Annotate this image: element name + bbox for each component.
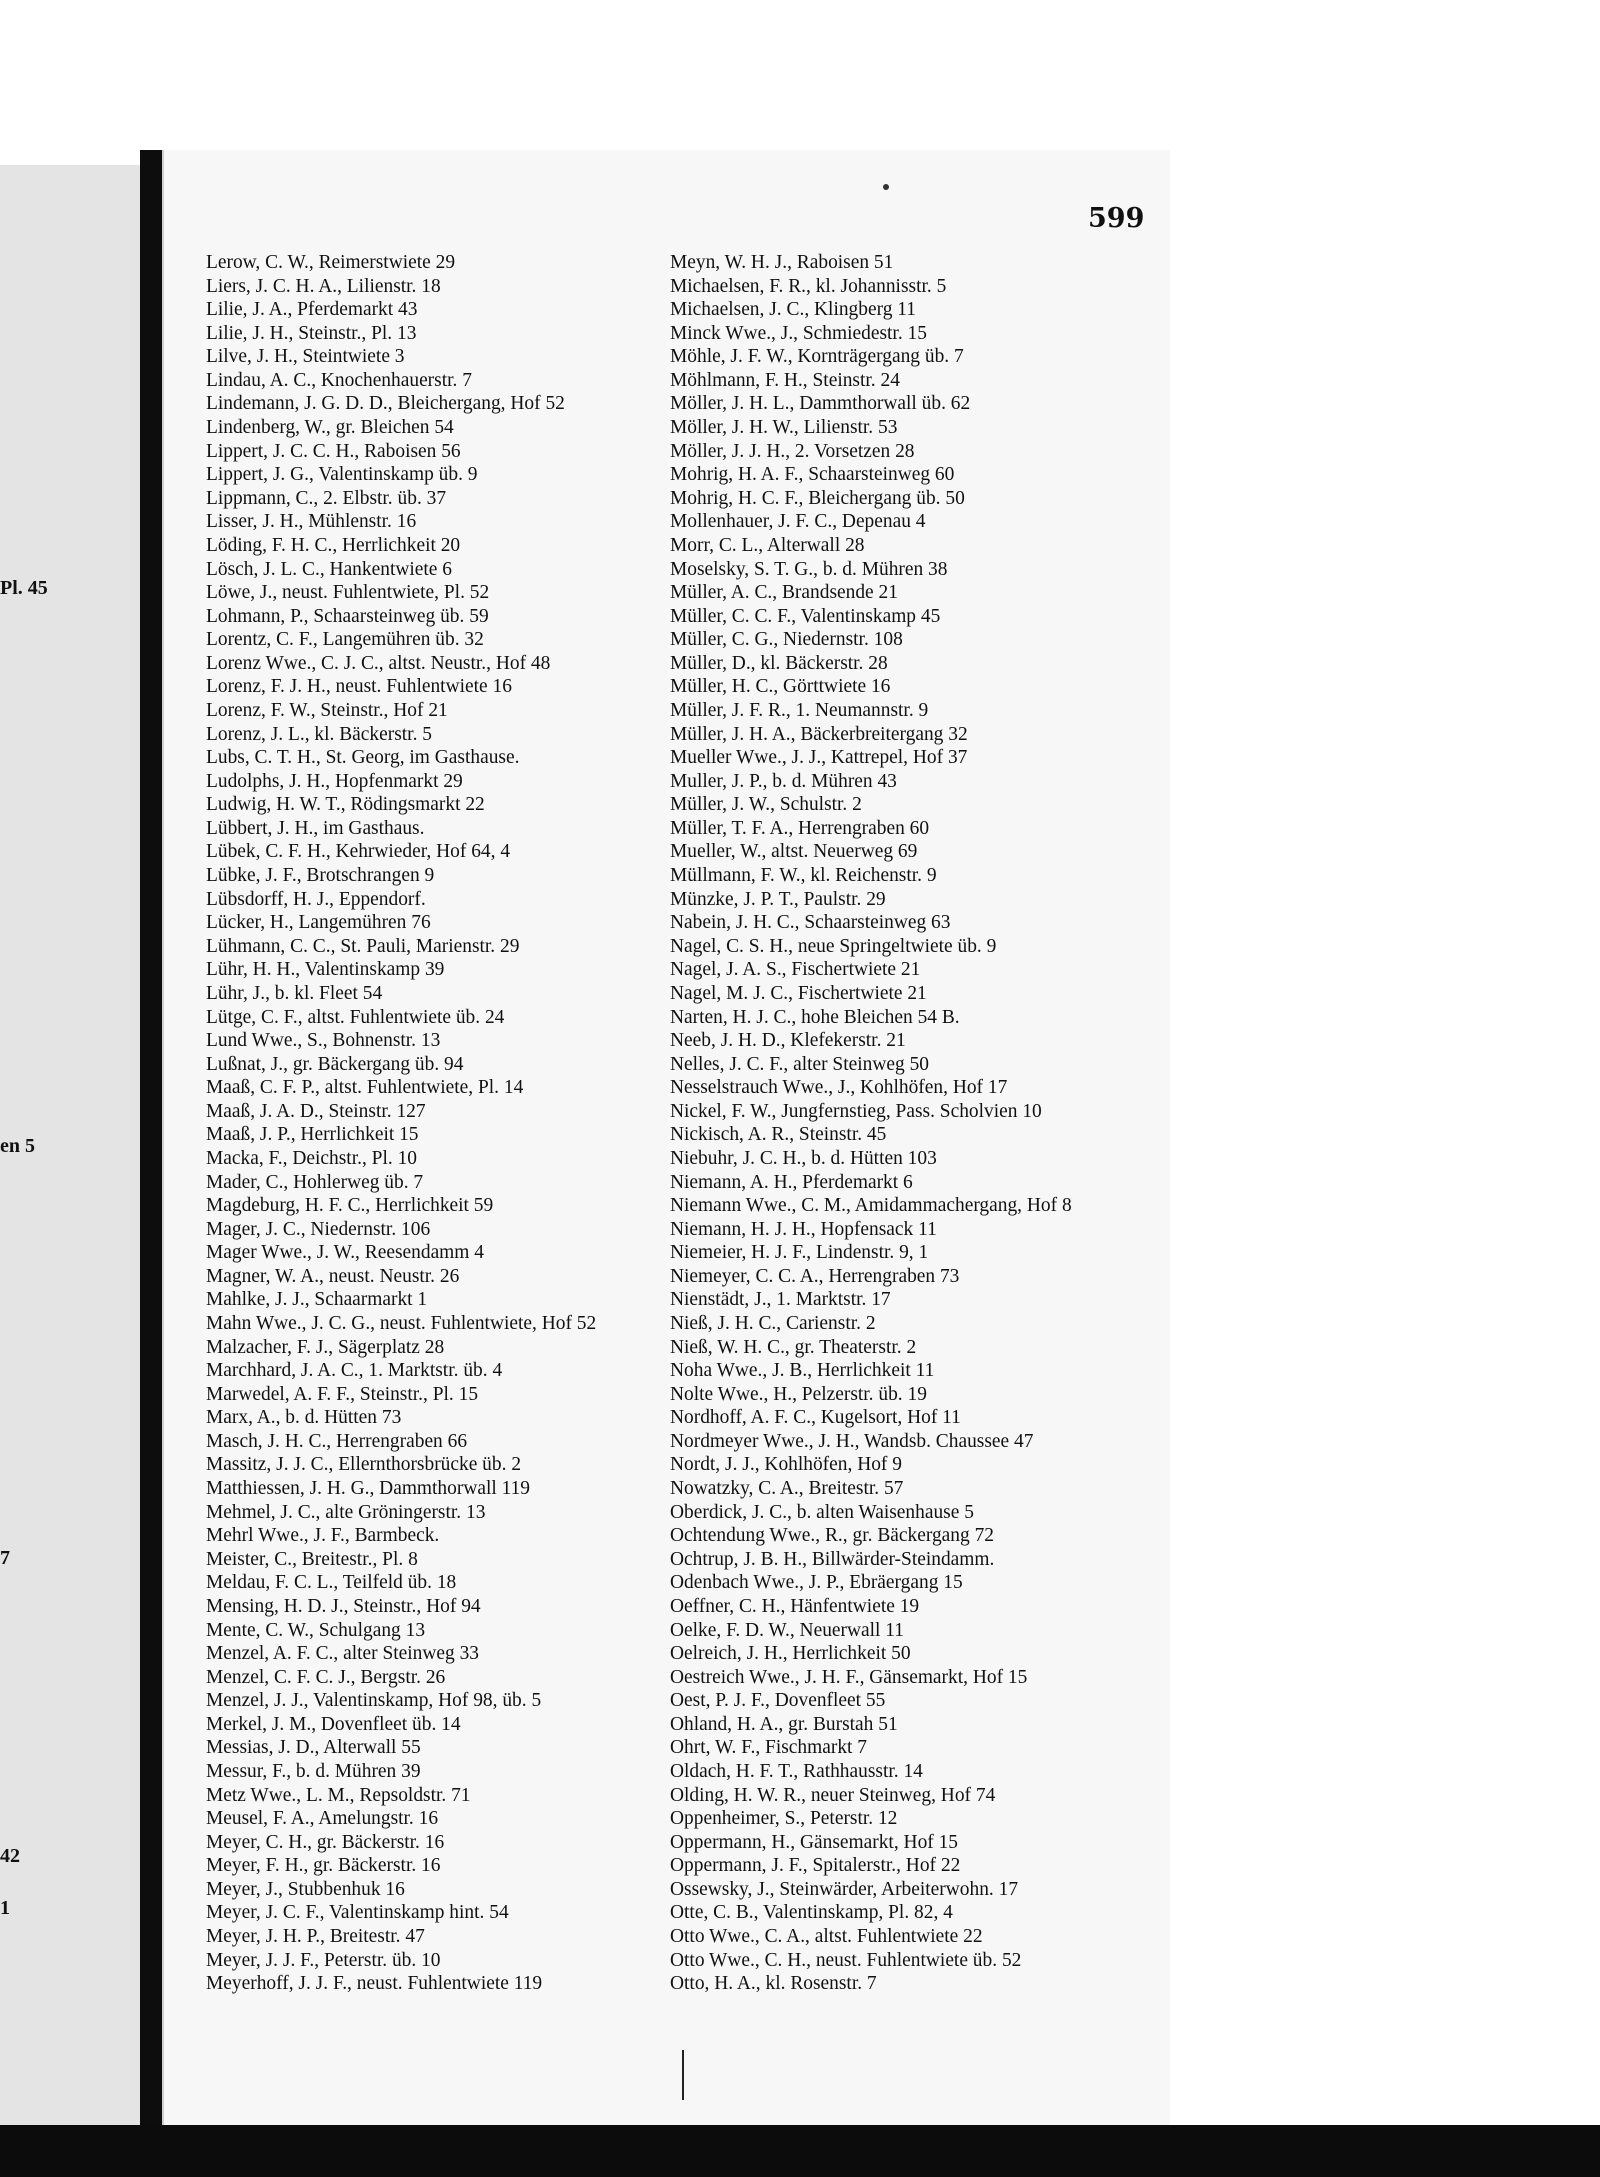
directory-entry: Otto Wwe., C. A., altst. Fuhlentwiete 22 [670,1926,983,1948]
directory-column-right [670,251,1140,1996]
directory-entry: Lisser, J. H., Mühlenstr. 16 [206,511,417,533]
directory-entry: Mueller Wwe., J. J., Kattrepel, Hof 37 [670,747,968,769]
directory-entry: Meldau, F. C. L., Teilfeld üb. 18 [206,1572,457,1594]
directory-entry: Messias, J. D., Alterwall 55 [206,1737,421,1759]
directory-entry: Magner, W. A., neust. Neustr. 26 [206,1265,460,1287]
directory-entry: Marwedel, A. F. F., Steinstr., Pl. 15 [206,1383,479,1405]
directory-entry: Ochtrup, J. B. H., Billwärder-Steindamm. [670,1548,995,1570]
directory-entry: Lübbert, J. H., im Gasthaus. [206,817,425,839]
directory-entry: Lorenz Wwe., C. J. C., altst. Neustr., Hof 48 [206,652,551,674]
directory-entry: Müller, H. C., Görttwiete 16 [670,676,891,698]
directory-entry: Niemeier, H. J. F., Lindenstr. 9, 1 [670,1242,929,1264]
directory-entry: Lußnat, J., gr. Bäckergang üb. 94 [206,1053,464,1075]
directory-entry: Otto, H. A., kl. Rosenstr. 7 [670,1973,877,1995]
directory-entry: Oppermann, J. F., Spitalerstr., Hof 22 [670,1855,961,1877]
directory-entry: Meyer, F. H., gr. Bäckerstr. 16 [206,1855,441,1877]
directory-entry: Oelke, F. D. W., Neuerwall 11 [670,1619,904,1641]
directory-entry: Ludolphs, J. H., Hopfenmarkt 29 [206,770,463,792]
directory-entry: Olding, H. W. R., neuer Steinweg, Hof 74 [670,1784,996,1806]
directory-entry: Nienstädt, J., 1. Marktstr. 17 [670,1289,891,1311]
directory-entry: Nabein, J. H. C., Schaarsteinweg 63 [670,912,951,934]
directory-entry: Menzel, C. F. C. J., Bergstr. 26 [206,1666,446,1688]
directory-entry: Otto Wwe., C. H., neust. Fuhlentwiete üb. 52 [670,1949,1022,1971]
directory-entry: Oest, P. J. F., Dovenfleet 55 [670,1690,886,1712]
directory-entry: Mensing, H. D. J., Steinstr., Hof 94 [206,1595,481,1617]
directory-entry: Nieß, W. H. C., gr. Theaterstr. 2 [670,1336,917,1358]
directory-entry: Lorenz, F. J. H., neust. Fuhlentwiete 16 [206,676,512,698]
directory-entry: Nickel, F. W., Jungfernstieg, Pass. Scholvien 10 [670,1100,1042,1122]
directory-entry: Nelles, J. C. F., alter Steinweg 50 [670,1053,930,1075]
directory-entry: Michaelsen, J. C., Klingberg 11 [670,299,916,321]
directory-entry: Lühr, H. H., Valentinskamp 39 [206,959,445,981]
directory-entry: Müller, D., kl. Bäckerstr. 28 [670,652,888,674]
facing-page-fragment: 42 [0,1845,20,1867]
directory-entry: Ossewsky, J., Steinwärder, Arbeiterwohn. 17 [670,1878,1019,1900]
directory-entry: Löwe, J., neust. Fuhlentwiete, Pl. 52 [206,582,490,604]
directory-entry: Niemann, A. H., Pferdemarkt 6 [670,1171,913,1193]
directory-entry: Lindau, A. C., Knochenhauerstr. 7 [206,369,472,391]
directory-entry: Malzacher, F. J., Sägerplatz 28 [206,1336,445,1358]
directory-entry: Nickisch, A. R., Steinstr. 45 [670,1124,887,1146]
directory-entry: Mueller, W., altst. Neuerweg 69 [670,841,918,863]
directory-entry: Lütge, C. F., altst. Fuhlentwiete üb. 24 [206,1006,505,1028]
directory-entry: Münzke, J. P. T., Paulstr. 29 [670,888,886,910]
directory-entry: Löding, F. H. C., Herrlichkeit 20 [206,534,461,556]
directory-entry: Müller, J. F. R., 1. Neumannstr. 9 [670,699,929,721]
directory-entry: Meyer, J. J. F., Peterstr. üb. 10 [206,1949,441,1971]
directory-entry: Möller, J. H. L., Dammthorwall üb. 62 [670,393,971,415]
directory-entry: Niemeyer, C. C. A., Herrengraben 73 [670,1265,960,1287]
directory-entry: Meister, C., Breitestr., Pl. 8 [206,1548,418,1570]
directory-entry: Möller, J. H. W., Lilienstr. 53 [670,417,898,439]
directory-entry: Lippmann, C., 2. Elbstr. üb. 37 [206,487,447,509]
directory-entry: Nordt, J. J., Kohlhöfen, Hof 9 [670,1454,902,1476]
directory-entry: Mager, J. C., Niedernstr. 106 [206,1218,431,1240]
directory-entry: Meyer, J. C. F., Valentinskamp hint. 54 [206,1902,509,1924]
directory-entry: Lohmann, P., Schaarsteinweg üb. 59 [206,605,489,627]
directory-entry: Michaelsen, F. R., kl. Johannisstr. 5 [670,275,947,297]
directory-entry: Nordmeyer Wwe., J. H., Wandsb. Chaussee 47 [670,1430,1034,1452]
directory-entry: Möhle, J. F. W., Kornträgergang üb. 7 [670,346,964,368]
directory-entry: Oeffner, C. H., Hänfentwiete 19 [670,1595,920,1617]
directory-entry: Müller, C. G., Niedernstr. 108 [670,629,903,651]
directory-entry: Lübek, C. F. H., Kehrwieder, Hof 64, 4 [206,841,511,863]
directory-entry: Meyer, J., Stubbenhuk 16 [206,1878,405,1900]
directory-entry: Macka, F., Deichstr., Pl. 10 [206,1147,417,1169]
directory-entry: Maaß, J. P., Herrlichkeit 15 [206,1124,419,1146]
column-rule [682,2050,684,2100]
directory-entry: Marx, A., b. d. Hütten 73 [206,1407,402,1429]
directory-entry: Mente, C. W., Schulgang 13 [206,1619,426,1641]
directory-entry: Lippert, J. C. C. H., Raboisen 56 [206,440,461,462]
directory-entry: Lilie, J. H., Steinstr., Pl. 13 [206,322,417,344]
directory-entry: Meusel, F. A., Amelungstr. 16 [206,1808,439,1830]
directory-entry: Messur, F., b. d. Mühren 39 [206,1761,421,1782]
directory-entry: Mollenhauer, J. F. C., Depenau 4 [670,511,926,533]
directory-entry: Lubs, C. T. H., St. Georg, im Gasthause. [206,747,520,769]
directory-entry: Lübsdorff, H. J., Eppendorf. [206,888,426,910]
directory-entry: Müller, C. C. F., Valentinskamp 45 [670,605,941,627]
facing-page-fragment: en 5 [0,1135,35,1157]
directory-entry: Nagel, C. S. H., neue Springeltwiete üb. 9 [670,935,997,957]
directory-entry: Lorentz, C. F., Langemühren üb. 32 [206,629,484,651]
directory-column-left [206,251,676,1996]
directory-entry: Massitz, J. J. C., Ellernthorsbrücke üb. 2 [206,1454,522,1476]
directory-entry: Mahn Wwe., J. C. G., neust. Fuhlentwiete, Hof 52 [206,1313,597,1335]
directory-entry: Mager Wwe., J. W., Reesendamm 4 [206,1242,484,1264]
directory-entry: Lund Wwe., S., Bohnenstr. 13 [206,1030,441,1052]
directory-entry: Lippert, J. G., Valentinskamp üb. 9 [206,464,478,486]
directory-entry: Lühr, J., b. kl. Fleet 54 [206,982,383,1004]
directory-entry: Möhlmann, F. H., Steinstr. 24 [670,369,900,391]
directory-entry: Oestreich Wwe., J. H. F., Gänsemarkt, Hof 15 [670,1666,1028,1688]
directory-entry: Lübke, J. F., Brotschrangen 9 [206,865,435,887]
directory-entry: Maaß, J. A. D., Steinstr. 127 [206,1100,426,1122]
directory-entry: Magdeburg, H. F. C., Herrlichkeit 59 [206,1195,494,1217]
directory-entry: Lücker, H., Langemühren 76 [206,912,431,934]
directory-entry: Oberdick, J. C., b. alten Waisenhause 5 [670,1501,974,1523]
directory-entry: Mader, C., Hohlerweg üb. 7 [206,1171,424,1193]
directory-entry: Müller, J. H. A., Bäckerbreitergang 32 [670,723,968,745]
directory-entry: Nagel, J. A. S., Fischertwiete 21 [670,959,921,981]
facing-page-edge [0,165,140,2125]
directory-entry: Mohrig, H. C. F., Bleichergang üb. 50 [670,487,965,509]
directory-entry: Nieß, J. H. C., Carienstr. 2 [670,1313,876,1335]
directory-entry: Lorenz, F. W., Steinstr., Hof 21 [206,699,448,721]
directory-entry: Nowatzky, C. A., Breitestr. 57 [670,1478,904,1500]
directory-entry: Meyer, J. H. P., Breitestr. 47 [206,1926,425,1948]
directory-entry: Ohrt, W. F., Fischmarkt 7 [670,1737,867,1759]
directory-entry: Müller, A. C., Brandsende 21 [670,582,898,604]
directory-entry: Matthiessen, J. H. G., Dammthorwall 119 [206,1478,531,1500]
directory-entry: Oppermann, H., Gänsemarkt, Hof 15 [670,1831,959,1853]
binding-gutter [140,150,162,2125]
directory-entry: Oppenheimer, S., Peterstr. 12 [670,1808,898,1830]
scan-bottom-edge [0,2125,1600,2177]
directory-entry: Maaß, C. F. P., altst. Fuhlentwiete, Pl. 14 [206,1077,524,1099]
directory-entry: Moselsky, S. T. G., b. d. Mühren 38 [670,558,948,580]
directory-entry: Lühmann, C. C., St. Pauli, Marienstr. 29 [206,935,520,957]
directory-entry: Niemann Wwe., C. M., Amidammachergang, Hof 8 [670,1195,1072,1217]
directory-entry: Meyer, C. H., gr. Bäckerstr. 16 [206,1831,445,1853]
directory-entry: Lindenberg, W., gr. Bleichen 54 [206,417,454,439]
directory-entry: Mahlke, J. J., Schaarmarkt 1 [206,1289,428,1311]
directory-entry: Lösch, J. L. C., Hankentwiete 6 [206,558,452,580]
directory-entry: Nordhoff, A. F. C., Kugelsort, Hof 11 [670,1407,961,1429]
directory-entry: Nagel, M. J. C., Fischertwiete 21 [670,982,927,1004]
directory-entry: Oelreich, J. H., Herrlichkeit 50 [670,1643,911,1665]
directory-entry: Niemann, H. J. H., Hopfensack 11 [670,1218,937,1240]
page-number: 599 [1088,203,1145,234]
facing-page-fragment: 1 [0,1897,10,1919]
directory-entry: Marchhard, J. A. C., 1. Marktstr. üb. 4 [206,1360,503,1382]
directory-entry: Merkel, J. M., Dovenfleet üb. 14 [206,1713,461,1735]
directory-entry: Lerow, C. W., Reimerstwiete 29 [206,252,456,273]
directory-entry: Masch, J. H. C., Herrengraben 66 [206,1430,468,1452]
directory-entry: Ohland, H. A., gr. Burstah 51 [670,1713,898,1735]
directory-entry: Otte, C. B., Valentinskamp, Pl. 82, 4 [670,1902,953,1924]
facing-page-fragment: Pl. 45 [0,577,48,599]
directory-entry: Minck Wwe., J., Schmiedestr. 15 [670,322,927,344]
ink-speck [883,184,889,190]
directory-entry: Möller, J. J. H., 2. Vorsetzen 28 [670,440,915,462]
directory-entry: Müller, T. F. A., Herrengraben 60 [670,817,930,839]
directory-entry: Lorenz, J. L., kl. Bäckerstr. 5 [206,723,432,745]
directory-entry: Neeb, J. H. D., Klefekerstr. 21 [670,1030,906,1052]
directory-entry: Lindemann, J. G. D. D., Bleichergang, Hof 52 [206,393,565,415]
directory-entry: Noha Wwe., J. B., Herrlichkeit 11 [670,1360,935,1382]
directory-entry: Müller, J. W., Schulstr. 2 [670,794,862,816]
directory-entry: Nesselstrauch Wwe., J., Kohlhöfen, Hof 17 [670,1077,1008,1099]
directory-entry: Niebuhr, J. C. H., b. d. Hütten 103 [670,1147,937,1169]
directory-entry: Metz Wwe., L. M., Repsoldstr. 71 [206,1784,471,1806]
directory-entry: Odenbach Wwe., J. P., Ebräergang 15 [670,1572,963,1594]
directory-entry: Oldach, H. F. T., Rathhausstr. 14 [670,1761,923,1782]
directory-entry: Ochtendung Wwe., R., gr. Bäckergang 72 [670,1525,994,1547]
directory-entry: Lilve, J. H., Steintwiete 3 [206,346,405,368]
directory-entry: Meyn, W. H. J., Raboisen 51 [670,252,894,273]
directory-entry: Narten, H. J. C., hohe Bleichen 54 B. [670,1006,960,1028]
facing-page-fragment: 7 [0,1547,10,1569]
directory-entry: Morr, C. L., Alterwall 28 [670,534,865,556]
directory-entry: Lilie, J. A., Pferdemarkt 43 [206,299,418,321]
directory-entry: Ludwig, H. W. T., Rödingsmarkt 22 [206,794,485,816]
directory-entry: Liers, J. C. H. A., Lilienstr. 18 [206,275,441,297]
directory-entry: Müllmann, F. W., kl. Reichenstr. 9 [670,865,937,887]
directory-entry: Muller, J. P., b. d. Mühren 43 [670,770,897,792]
directory-entry: Menzel, A. F. C., alter Steinweg 33 [206,1643,480,1665]
directory-entry: Meyerhoff, J. J. F., neust. Fuhlentwiete 119 [206,1973,543,1995]
directory-entry: Menzel, J. J., Valentinskamp, Hof 98, üb. 5 [206,1690,542,1712]
directory-entry: Mohrig, H. A. F., Schaarsteinweg 60 [670,464,955,486]
directory-entry: Mehrl Wwe., J. F., Barmbeck. [206,1525,440,1547]
directory-entry: Mehmel, J. C., alte Gröningerstr. 13 [206,1501,486,1523]
directory-entry: Nolte Wwe., H., Pelzerstr. üb. 19 [670,1383,927,1405]
